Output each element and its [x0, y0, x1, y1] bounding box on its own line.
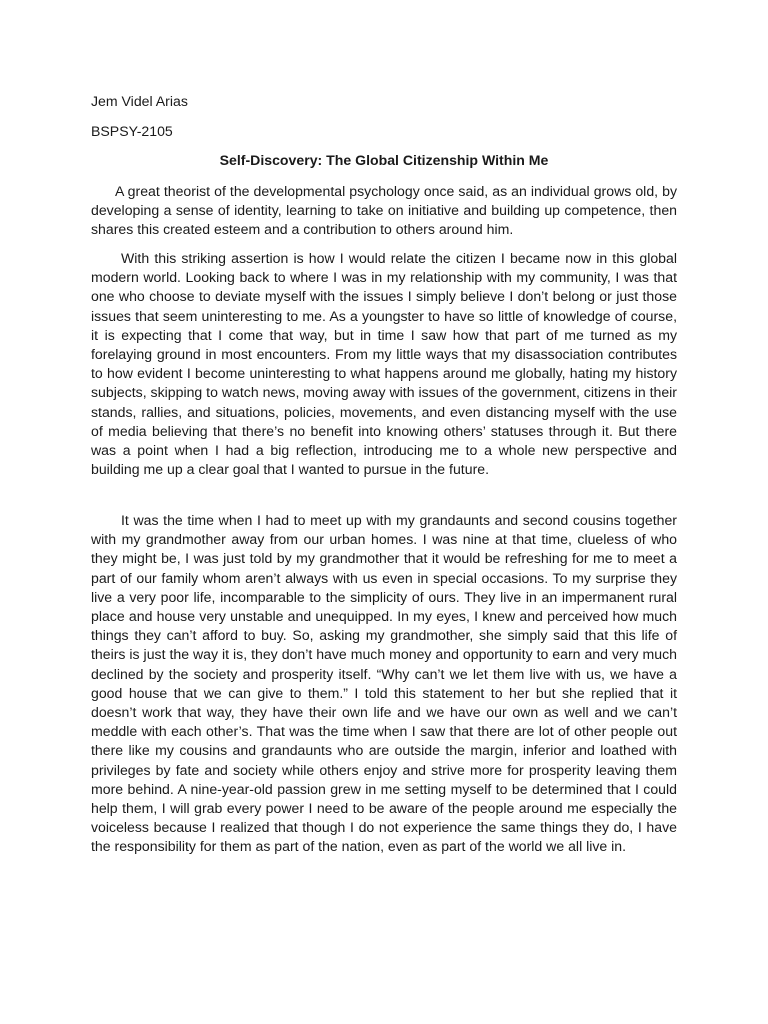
author-name: Jem Videl Arias — [91, 93, 188, 109]
paragraph-3: It was the time when I had to meet up with my grandaunts and second cousins together with my grandmother away from our urban homes. I was nine at that time, clueless of who they might be, I was just told by my grandmother that it would be refreshing for me to meet a part of our family whom aren’t always with us even in special occasions. To my surprise they live a very poor life, incomparable to the simplicity of ours. They live in an impermanent rural place and house very unstable and unequipped. In my eyes, I knew and perceived how much things they can’t afford to buy. So, asking my grandmother, she simply said that this life of theirs is just the way it is, they don’t have much money and opportunity to earn and very much declined by the society and prosperity itself. “Why can’t we let them live with us, we have a good house that we can give to them.” I told this statement to her but she replied that it doesn’t work that way, they have their own life and we have our own as well and we can’t meddle with each other’s. That was the time when I saw that there are lot of other people out there like my cousins and grandaunts who are outside the margin, inferior and loathed with privileges by fate and society while others enjoy and strive more for prosperity leaving them more behind. A nine-year-old passion grew in me setting myself to be determined that I could help them, I will grab every power I need to be aware of the people around me especially the voiceless because I realized that though I do not experience the same things they do, I have the responsibility for them as part of the nation, even as part of the world we all live in. — [91, 512, 677, 855]
document-title: Self-Discovery: The Global Citizenship Within Me — [219, 152, 549, 168]
course-code: BSPSY-2105 — [91, 123, 173, 139]
paragraph-1: A great theorist of the developmental psychology once said, as an individual grows old, by developing a sense of identity, learning to take on initiative and building up competence, then shares this created esteem and a contribution to others around him. — [91, 183, 677, 238]
paragraph-2: With this striking assertion is how I would relate the citizen I became now in this global modern world. Looking back to where I was in my relationship with my community, I was that one who choose to deviate myself with the issues I simply believe I don’t belong or just those issues that seem uninteresting to me. As a youngster to have so little of knowledge of course, it is expecting that I come that way, but in time I saw how that part of me turned as my forelaying ground in most encounters. From my little ways that my disassociation contributes to how evident I become uninteresting to what happens around me globally, hating my history subjects, skipping to watch news, moving away with issues of the government, citizens in their stands, rallies, and situations, policies, movements, and even distancing myself with the use of media believing that there’s no benefit into knowing others’ statuses through it. But there was a point when I had a big reflection, introducing me to a whole new perspective and building me up a clear goal that I wanted to pursue in the future. — [91, 250, 677, 478]
